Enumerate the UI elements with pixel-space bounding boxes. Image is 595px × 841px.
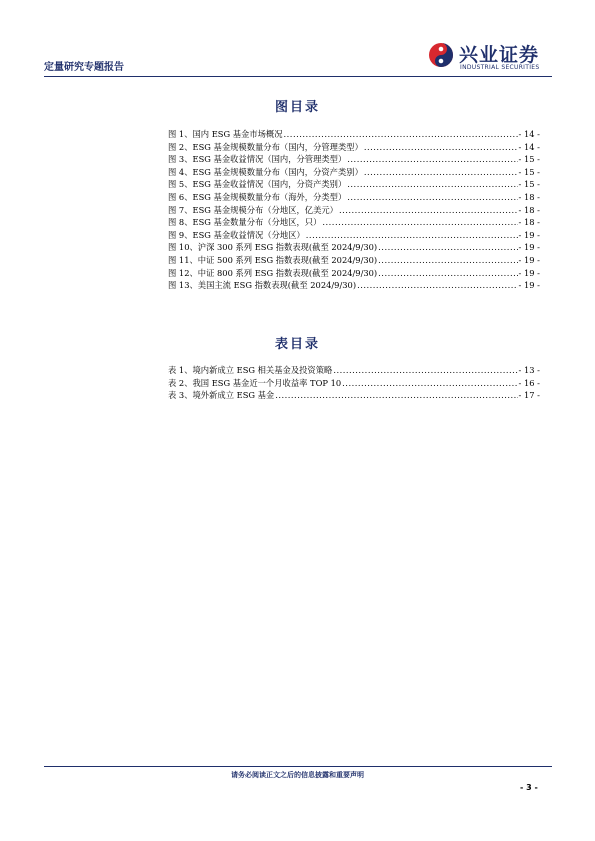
toc-entry[interactable]: [168, 153, 540, 166]
toc-entry-label: 图 10、沪深 300 系列 ESG 指数表现(截至 2024/9/30): [168, 242, 378, 253]
toc-entry-page: - 16 -: [518, 377, 540, 388]
toc-entry-page: - 19 -: [518, 267, 540, 278]
toc-leader-dots: [357, 279, 517, 292]
toc-leader-dots: [347, 178, 517, 191]
toc-leader-dots: [347, 153, 517, 166]
toc-leader-dots: [306, 229, 518, 242]
toc-entry-page: - 17 -: [518, 390, 540, 401]
toc-entry[interactable]: [168, 128, 540, 141]
toc-entry[interactable]: [168, 141, 540, 154]
toc-entry-label: 图 7、ESG 基金规模分布（分地区，亿美元）: [168, 204, 338, 215]
toc-entry-label: 图 3、ESG 基金收益情况（国内，分管理类型）: [168, 154, 347, 165]
toc-entry[interactable]: [168, 178, 540, 191]
report-type-label: 定量研究专题报告: [44, 62, 124, 73]
logo-english-name: INDUSTRIAL SECURITIES: [460, 64, 540, 71]
toc-entry-page: - 15 -: [518, 154, 540, 165]
header-divider: [44, 76, 552, 77]
toc-entry[interactable]: [168, 191, 540, 204]
company-logo: [428, 40, 553, 74]
toc-entry-page: - 19 -: [518, 280, 540, 291]
toc-entry-page: - 15 -: [518, 179, 540, 190]
page-number: - 3 -: [520, 783, 538, 792]
toc-entry-label: 图 9、ESG 基金收益情况（分地区）: [168, 229, 305, 240]
toc-entry-page: - 15 -: [518, 166, 540, 177]
toc-entry-page: - 18 -: [518, 217, 540, 228]
toc-entry[interactable]: [168, 241, 540, 254]
toc-leader-dots: [322, 216, 517, 229]
toc-entry-page: - 19 -: [518, 242, 540, 253]
disclaimer-note: 请务必阅读正文之后的信息披露和重要声明: [231, 771, 364, 779]
toc-entry[interactable]: [168, 254, 540, 267]
toc-entry[interactable]: [168, 364, 540, 377]
toc-entry-label: 图 12、中证 800 系列 ESG 指数表现(截至 2024/9/30): [168, 267, 378, 278]
toc-entry[interactable]: [168, 389, 540, 402]
toc-entry-page: - 14 -: [518, 129, 540, 139]
toc-entry-label: 图 8、ESG 基金数量分布（分地区，只）: [168, 217, 322, 228]
table-toc-list: [168, 364, 540, 402]
toc-entry[interactable]: [168, 216, 540, 229]
industrial-securities-logo-icon: [428, 42, 454, 68]
logo-chinese-name: 兴业证券: [459, 44, 540, 66]
toc-entry-label: 表 2、我国 ESG 基金近一个月收益率 TOP 10: [168, 377, 342, 388]
toc-entry-page: - 19 -: [518, 254, 540, 265]
toc-entry[interactable]: [168, 229, 540, 242]
toc-entry-label: 图 13、美国主流 ESG 指数表现(截至 2024/9/30): [168, 280, 357, 291]
toc-leader-dots: [364, 141, 518, 154]
toc-entry-label: 图 1、国内 ESG 基金市场概况: [168, 129, 283, 139]
toc-entry-label: 表 1、境内新成立 ESG 相关基金及投资策略: [168, 365, 333, 375]
toc-entry-page: - 18 -: [518, 191, 540, 202]
toc-entry-page: - 19 -: [518, 229, 540, 240]
toc-entry[interactable]: [168, 377, 540, 390]
table-toc-title: 表目录: [274, 337, 320, 352]
toc-entry-page: - 13 -: [518, 365, 540, 375]
toc-entry-label: 表 3、境外新成立 ESG 基金: [168, 390, 275, 401]
toc-leader-dots: [342, 377, 517, 390]
figure-toc-list: [168, 128, 540, 292]
toc-leader-dots: [378, 241, 517, 254]
figure-toc-title: 图目录: [274, 100, 320, 115]
toc-leader-dots: [339, 204, 518, 217]
toc-leader-dots: [347, 191, 517, 204]
toc-leader-dots: [378, 267, 517, 280]
toc-entry[interactable]: [168, 166, 540, 179]
toc-entry-label: 图 11、中证 500 系列 ESG 指数表现(截至 2024/9/30): [168, 254, 378, 265]
toc-entry-label: 图 4、ESG 基金规模数量分布（国内，分资产类别）: [168, 166, 363, 177]
toc-leader-dots: [333, 364, 517, 377]
toc-leader-dots: [364, 166, 518, 179]
toc-entry[interactable]: [168, 267, 540, 280]
toc-entry-page: - 14 -: [518, 141, 540, 152]
toc-entry-label: 图 5、ESG 基金收益情况（国内，分资产类别）: [168, 179, 347, 190]
toc-entry-label: 图 2、ESG 基金规模数量分布（国内，分管理类型）: [168, 141, 363, 152]
toc-leader-dots: [378, 254, 517, 267]
toc-leader-dots: [284, 128, 518, 141]
toc-entry-label: 图 6、ESG 基金规模数量分布（海外，分类型）: [168, 191, 347, 202]
toc-entry-page: - 18 -: [518, 204, 540, 215]
toc-entry[interactable]: [168, 204, 540, 217]
footer-divider: [44, 766, 552, 767]
toc-entry[interactable]: [168, 279, 540, 292]
toc-leader-dots: [275, 389, 517, 402]
